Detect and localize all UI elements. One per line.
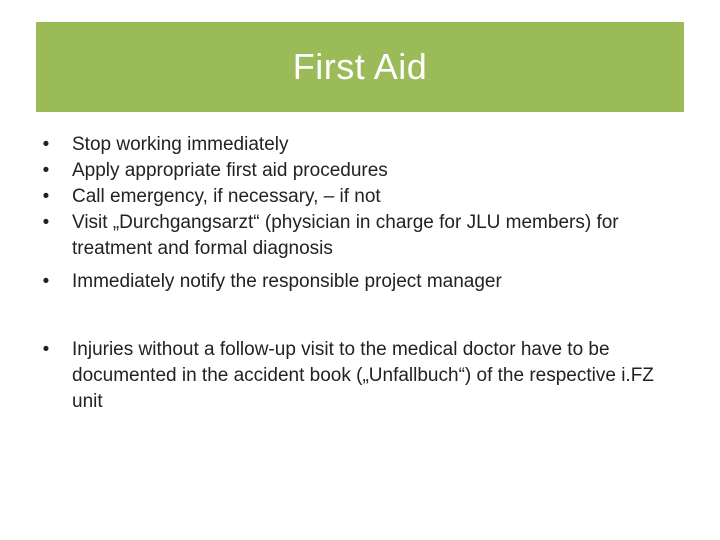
bullet-item xyxy=(36,210,684,262)
bullet-marker: • xyxy=(42,339,50,360)
title-banner xyxy=(36,22,684,112)
bullet-item xyxy=(36,132,684,158)
bullet-marker: • xyxy=(42,160,50,181)
bullet-text: Stop working immediately xyxy=(72,134,289,155)
bullet-list xyxy=(36,132,684,422)
bullet-marker: • xyxy=(42,134,50,155)
bullet-marker: • xyxy=(42,271,50,292)
bullet-item xyxy=(36,184,684,210)
slide-title: First Aid xyxy=(292,46,428,87)
bullet-item xyxy=(36,337,684,415)
bullet-marker: • xyxy=(42,212,50,233)
bullet-text: Apply appropriate first aid procedures xyxy=(72,160,388,181)
bullet-text: Visit „Durchgangsarzt“ (physician in charge for JLU members) for treatment and formal diagnosis xyxy=(72,212,619,259)
bullet-text: Injuries without a follow-up visit to the medical doctor have to be documented in the accident book („Unfallbuch“) of the respective i.FZ unit xyxy=(72,339,654,412)
bullet-marker: • xyxy=(42,186,50,207)
bullet-text: Call emergency, if necessary, – if not xyxy=(72,186,381,207)
bullet-text: Immediately notify the responsible project manager xyxy=(72,271,502,292)
bullet-item xyxy=(36,269,684,295)
bullet-item xyxy=(36,158,684,184)
